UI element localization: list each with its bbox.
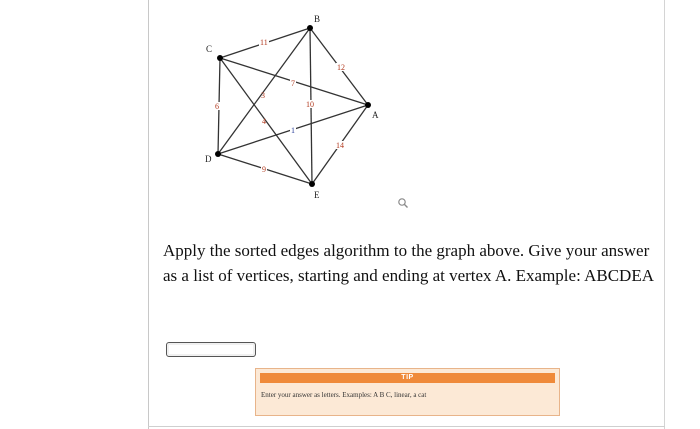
weight-label-C-B: 11 [260, 38, 268, 47]
tip-box [255, 368, 560, 416]
vertex-dot-D [215, 151, 221, 157]
vertex-dot-A [365, 102, 371, 108]
weight-label-B-A: 12 [337, 63, 345, 72]
weight-label-C-D: 6 [215, 102, 219, 111]
vertex-dot-E [309, 181, 315, 187]
vertex-label-B: B [314, 14, 321, 24]
tip-title: TIP [260, 373, 555, 383]
vertex-label-A: A [372, 110, 379, 120]
weight-label-D-A: 1 [291, 126, 295, 135]
vertex-dot-C [217, 55, 223, 61]
zoom-icon[interactable] [397, 197, 409, 209]
content-frame-bottom-border [148, 426, 665, 427]
weighted-graph-figure [190, 8, 390, 208]
tip-text: Enter your answer as letters. Examples: A B C, linear, a cat [261, 391, 427, 399]
vertex-label-D: D [205, 154, 212, 164]
content-frame-right-border [664, 0, 665, 429]
weight-label-C-E: 3 [261, 91, 265, 100]
question-text: Apply the sorted edges algorithm to the graph above. Give your answer as a list of vertices, starting and ending at vertex A. Example: ABCDEA [163, 241, 654, 285]
weight-label-B-E: 10 [306, 100, 314, 109]
weight-label-D-E: 9 [262, 165, 266, 174]
vertex-dot-B [307, 25, 313, 31]
content-frame-left-border [148, 0, 149, 429]
answer-input[interactable] [166, 342, 256, 357]
weight-label-B-D: 4 [262, 117, 266, 126]
vertex-label-C: C [206, 44, 213, 54]
weight-label-C-A: 7 [291, 79, 295, 88]
weight-label-A-E: 14 [336, 141, 344, 150]
vertex-label-E: E [314, 190, 320, 200]
